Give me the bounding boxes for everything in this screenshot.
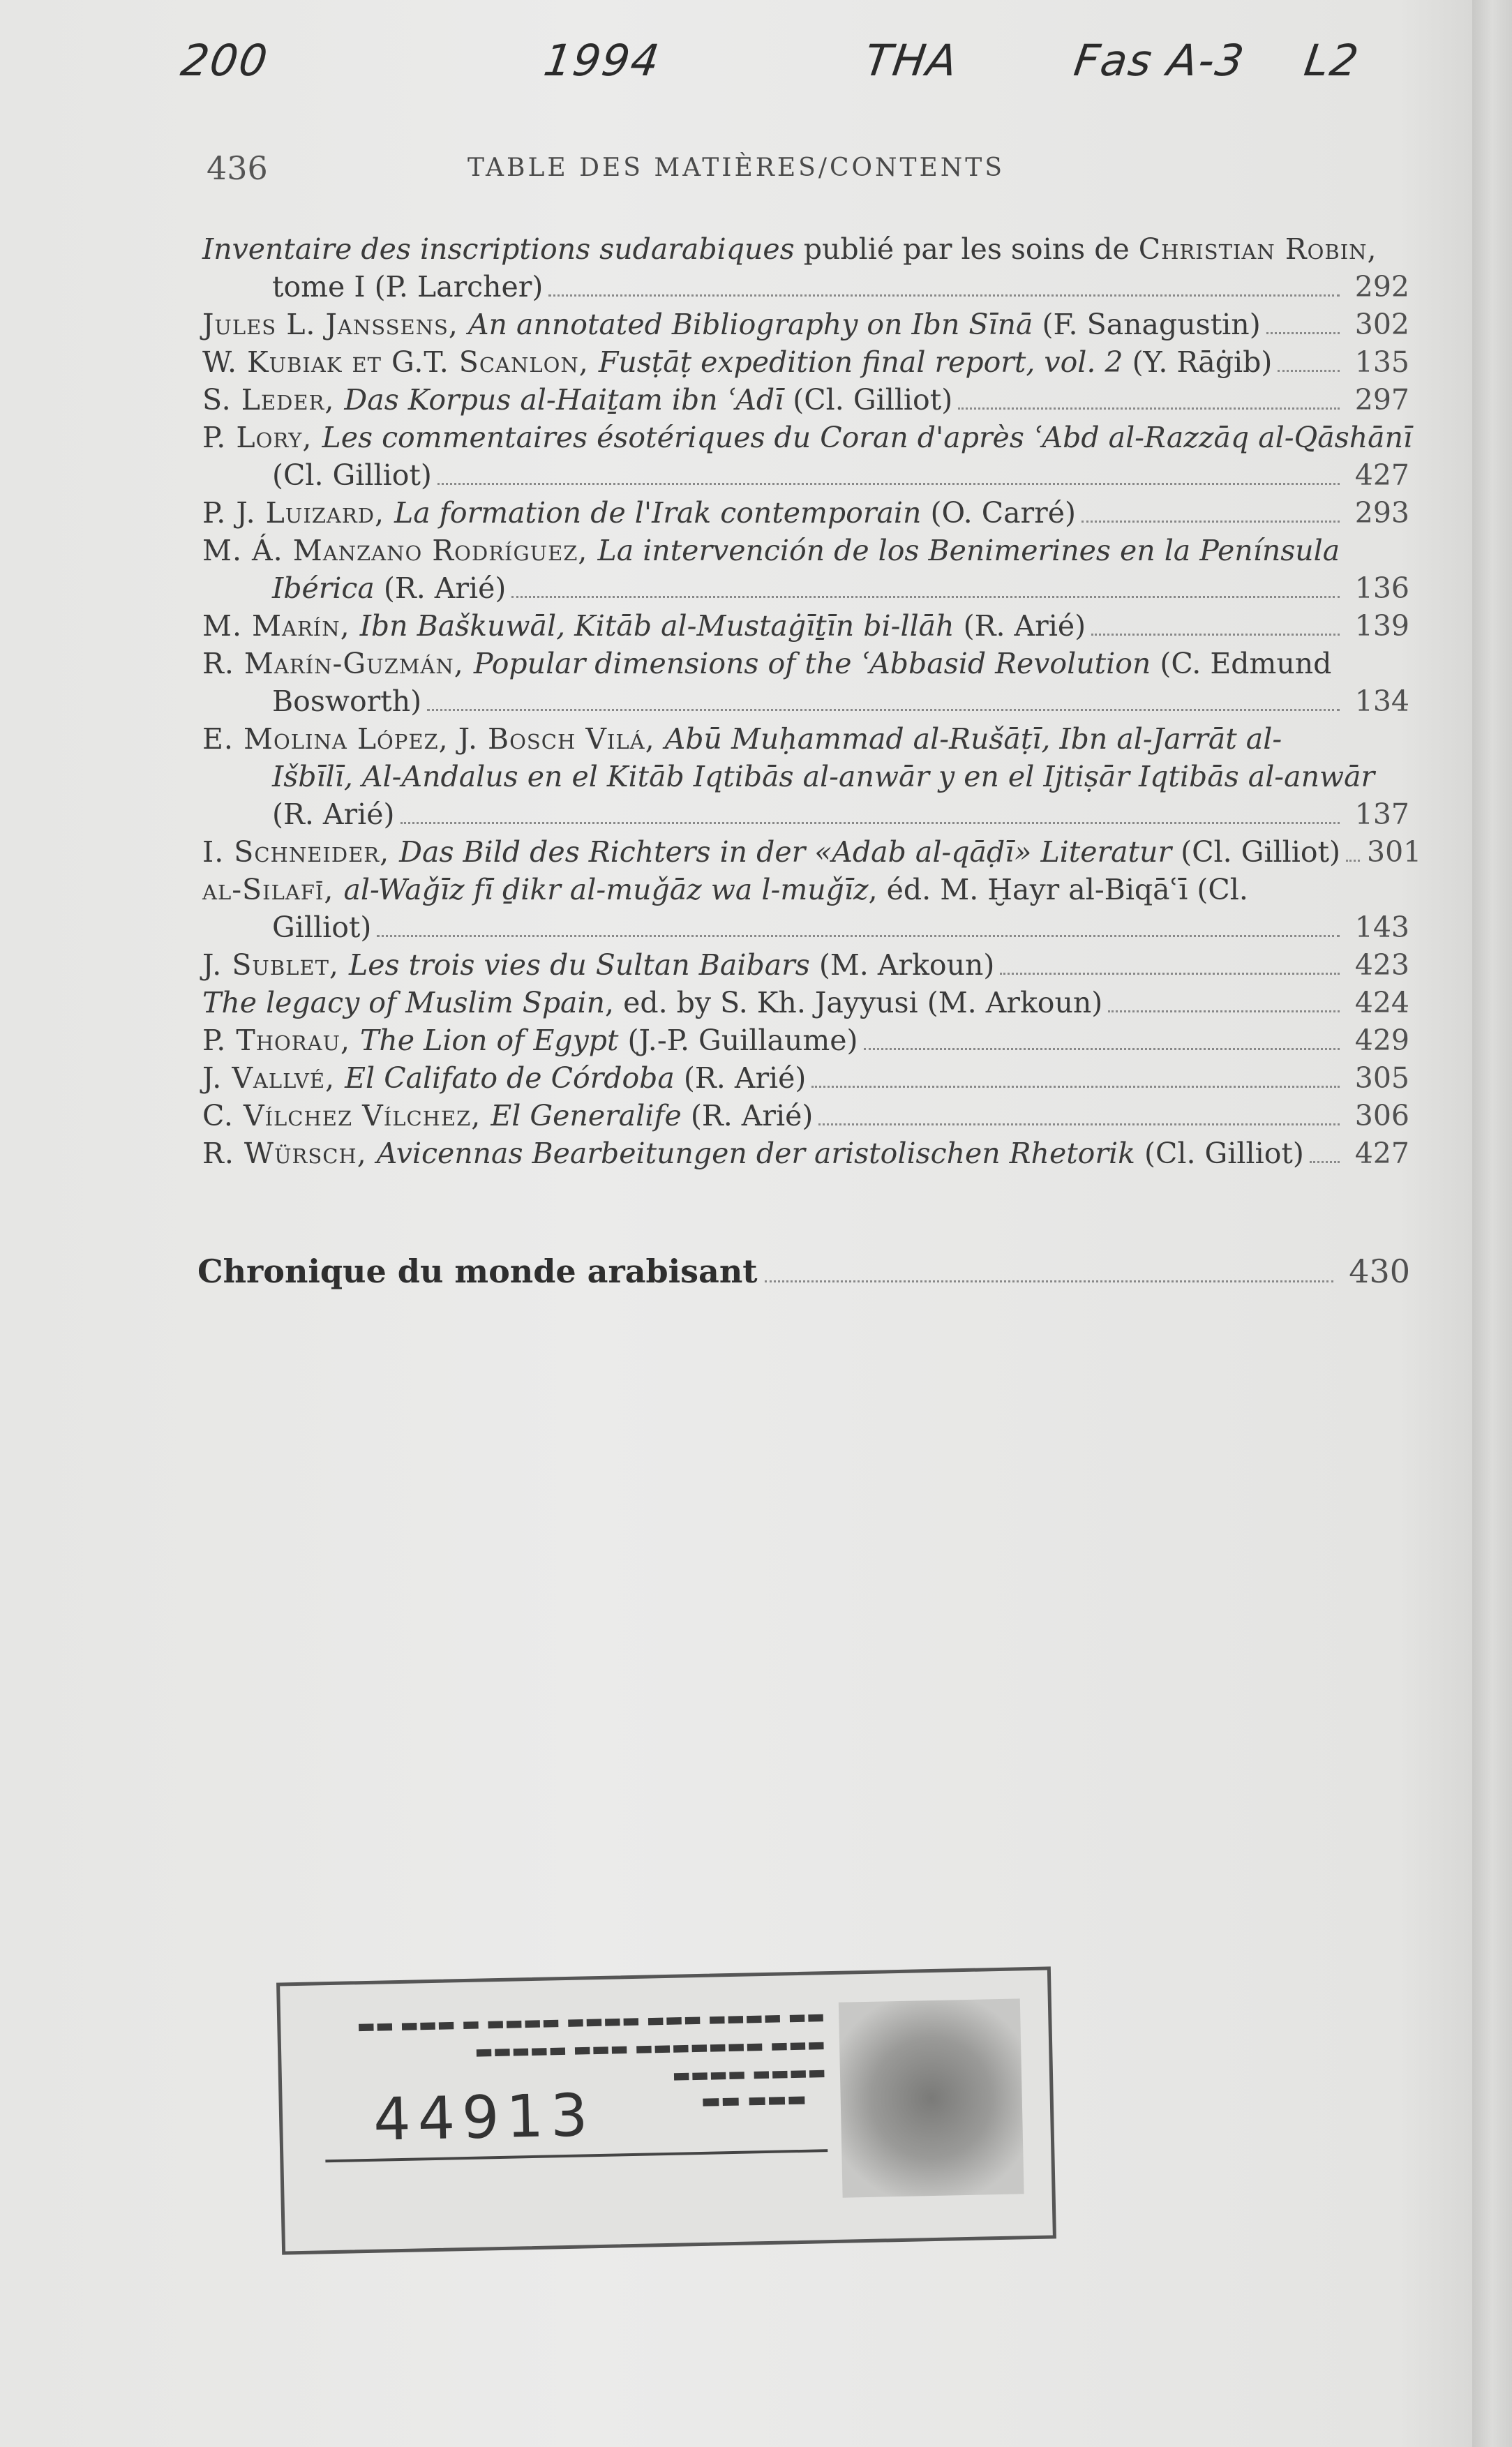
entry-reviewer: (O. Carré) xyxy=(921,496,1077,530)
toc-entry xyxy=(202,419,1413,494)
entry-page: 423 xyxy=(1354,948,1409,982)
entry-reviewer: (R. Arié) xyxy=(681,1099,814,1132)
entry-reviewer: (R. Arié) xyxy=(272,798,395,831)
entry-page: 139 xyxy=(1354,609,1409,643)
entry-page: 302 xyxy=(1354,308,1409,341)
handwritten-note-2: 1994 xyxy=(540,35,664,86)
toc-entry xyxy=(202,871,1409,946)
entry-page: 427 xyxy=(1354,1137,1409,1170)
entry-title: Inventaire des inscriptions sudarabiques xyxy=(202,232,795,266)
entry-author: Jules L. Janssens, xyxy=(202,308,468,341)
entry-page: 424 xyxy=(1354,986,1409,1019)
entry-page: 135 xyxy=(1354,345,1409,379)
entry-author: I. Schneider, xyxy=(202,835,400,869)
entry-author: P. J. Luizard, xyxy=(202,496,395,530)
dot-leader xyxy=(765,1280,1333,1282)
seal-emblem xyxy=(839,1998,1024,2197)
accession-number: 44913 xyxy=(373,2081,596,2154)
entry-title: al-Waǧīz fī ḏikr al-muǧāz wa l-muǧīz xyxy=(343,873,869,906)
entry-author: J. Sublet, xyxy=(202,948,349,982)
entry-author: M. Á. Manzano Rodríguez, xyxy=(202,534,598,567)
dot-leader xyxy=(437,483,1340,485)
page-edge xyxy=(1472,0,1512,2447)
dot-leader xyxy=(1108,1010,1340,1012)
entry-author: R. Würsch, xyxy=(202,1137,377,1170)
entry-page: 429 xyxy=(1354,1024,1409,1057)
toc-entry xyxy=(202,833,1422,871)
entry-reviewer: (Cl. Gilliot) xyxy=(784,383,953,417)
toc-entry xyxy=(202,1022,1409,1059)
chronique-label: Chronique du monde arabisant xyxy=(197,1252,758,1290)
handwritten-note-5: L2 xyxy=(1301,35,1363,86)
entry-title: Les commentaires ésotériques du Coran d'après ʿAbd al-Razzāq al-Qāshānī xyxy=(322,421,1413,454)
contents-list xyxy=(202,230,1422,1172)
entry-author: C. Vílchez Vílchez, xyxy=(202,1099,491,1132)
entry-title: El Califato de Córdoba xyxy=(345,1061,675,1095)
entry-title: Popular dimensions of the ʿAbbasid Revolution xyxy=(473,647,1151,680)
toc-entry xyxy=(202,306,1409,343)
entry-reviewer: (Cl. Gilliot) xyxy=(272,458,432,492)
page-number: 436 xyxy=(207,149,268,187)
entry-title: The legacy of Muslim Spain xyxy=(202,986,606,1019)
entry-page: 293 xyxy=(1354,496,1409,530)
entry-reviewer: (Y. Rāġib) xyxy=(1123,345,1273,379)
entry-page: 306 xyxy=(1354,1099,1409,1132)
entry-reviewer: (F. Sanagustin) xyxy=(1033,308,1261,341)
entry-title: Fusṭāṭ expedition final report, vol. 2 xyxy=(598,345,1123,379)
dot-leader xyxy=(1278,370,1340,372)
entry-reviewer: (R. Arié) xyxy=(374,571,507,605)
chronique-page: 430 xyxy=(1349,1252,1410,1290)
dot-leader xyxy=(401,822,1340,824)
entry-page: 134 xyxy=(1354,684,1409,718)
entry-text: publié par les soins de xyxy=(794,232,1139,266)
dot-leader xyxy=(1091,634,1340,636)
toc-entry xyxy=(202,1059,1409,1097)
entry-reviewer: (R. Arié) xyxy=(954,609,1086,643)
entry-text: tome I (P. Larcher) xyxy=(272,270,544,304)
toc-entry xyxy=(202,1135,1409,1172)
toc-entry xyxy=(202,720,1409,833)
chronique-section xyxy=(197,1252,1410,1290)
entry-title: La formation de l'Irak contemporain xyxy=(394,496,922,530)
entry-author: S. Leder, xyxy=(202,383,345,417)
toc-entry xyxy=(202,946,1409,984)
dot-leader xyxy=(1310,1161,1340,1163)
toc-entry xyxy=(202,532,1409,607)
toc-entry xyxy=(202,343,1409,381)
entry-page: 137 xyxy=(1354,798,1409,831)
entry-reviewer: (C. Edmund xyxy=(1151,647,1332,680)
entry-page: 427 xyxy=(1354,458,1409,492)
toc-entry xyxy=(202,645,1409,720)
entry-author: E. Molina López, J. Bosch Vilá, xyxy=(202,722,665,756)
entry-author: P. Thorau, xyxy=(202,1024,361,1057)
entry-author: P. Lory, xyxy=(202,421,322,454)
entry-reviewer: (J.-P. Guillaume) xyxy=(618,1024,858,1057)
dot-leader xyxy=(818,1123,1340,1125)
entry-reviewer: , éd. M. Ḫayr al-Biqāʿī (Cl. xyxy=(868,873,1248,906)
entry-page: 301 xyxy=(1367,835,1422,869)
handwritten-note-1: 200 xyxy=(177,35,272,86)
entry-title: The Lion of Egypt xyxy=(360,1024,619,1057)
dot-leader xyxy=(1266,332,1340,334)
dot-leader xyxy=(1000,973,1340,975)
dot-leader xyxy=(1346,860,1360,862)
entry-reviewer: (R. Arié) xyxy=(674,1061,807,1095)
stamp-label: ▬▬ ▬▬▬ xyxy=(701,2086,807,2113)
dot-leader xyxy=(811,1086,1340,1088)
entry-reviewer: Bosworth) xyxy=(272,684,422,718)
entry-page: 292 xyxy=(1354,270,1409,304)
entry-page: 136 xyxy=(1354,571,1409,605)
dot-leader xyxy=(377,935,1340,937)
entry-reviewer: (Cl. Gilliot) xyxy=(1172,835,1340,869)
entry-author: M. Marín, xyxy=(202,609,360,643)
dot-leader xyxy=(864,1048,1340,1050)
entry-reviewer: (M. Arkoun) xyxy=(809,948,995,982)
dot-leader xyxy=(511,596,1340,598)
entry-page: 143 xyxy=(1354,911,1409,944)
entry-title: Ibn Baškuwāl, Kitāb al-Mustaġīṯīn bi-llāh xyxy=(359,609,955,643)
entry-title: An annotated Bibliography on Ibn Sīnā xyxy=(467,308,1033,341)
entry-reviewer: (Cl. Gilliot) xyxy=(1135,1137,1304,1170)
entry-author: J. Vallvé, xyxy=(202,1061,345,1095)
entry-title: Avicennas Bearbeitungen der aristolischen Rhetorik xyxy=(376,1137,1135,1170)
entry-title: Abū Muḥammad al-Rušāṭī, Ibn al-Jarrāt al- xyxy=(664,722,1282,756)
entry-author: Christian Robin, xyxy=(1138,232,1377,266)
entry-title: Ibérica xyxy=(272,571,375,605)
entry-title: Das Korpus al-Haiṯam ibn ʿAdī xyxy=(344,383,784,417)
handwritten-note-3: THA xyxy=(861,35,962,86)
entry-title: Les trois vies du Sultan Baibars xyxy=(349,948,810,982)
entry-author: al-Silafī, xyxy=(202,873,344,906)
stamp-arabic-text: ▬▬ ▬▬▬ ▬ ▬▬▬▬ ▬▬▬▬ ▬▬▬ ▬▬▬▬ ▬▬ ▬▬▬▬▬ ▬▬▬ ▬▬▬▬▬▬▬ ▬▬▬ ▬▬▬▬ ▬▬▬▬ xyxy=(357,2005,827,2087)
entry-reviewer: Gilliot) xyxy=(272,911,372,944)
dot-leader xyxy=(1081,521,1340,523)
library-stamp xyxy=(276,1966,1056,2254)
toc-entry xyxy=(202,494,1409,532)
entry-author: W. Kubiak et G.T. Scanlon, xyxy=(202,345,599,379)
handwritten-note-4: Fas A-3 xyxy=(1070,35,1249,86)
running-title: TABLE DES MATIÈRES/CONTENTS xyxy=(467,154,1005,182)
toc-entry xyxy=(202,381,1409,419)
entry-author: R. Marín-Guzmán, xyxy=(202,647,474,680)
entry-title: La intervención de los Benimerines en la Península xyxy=(597,534,1340,567)
entry-page: 305 xyxy=(1354,1061,1409,1095)
toc-entry xyxy=(202,230,1409,306)
dot-leader xyxy=(427,709,1340,711)
entry-title: Išbīlī, Al-Andalus en el Kitāb Iqtibās al-anwār y en el Ijtiṣār Iqtibās al-anwār xyxy=(272,760,1375,793)
entry-title: El Generalife xyxy=(491,1099,682,1132)
entry-title: Das Bild des Richters in der «Adab al-qāḍī» Literatur xyxy=(399,835,1172,869)
toc-entry xyxy=(202,607,1409,645)
entry-reviewer: , ed. by S. Kh. Jayyusi (M. Arkoun) xyxy=(605,986,1103,1019)
dot-leader xyxy=(958,407,1340,410)
dot-leader xyxy=(548,294,1340,297)
toc-entry xyxy=(202,984,1409,1022)
entry-page: 297 xyxy=(1354,383,1409,417)
toc-entry xyxy=(202,1097,1409,1135)
